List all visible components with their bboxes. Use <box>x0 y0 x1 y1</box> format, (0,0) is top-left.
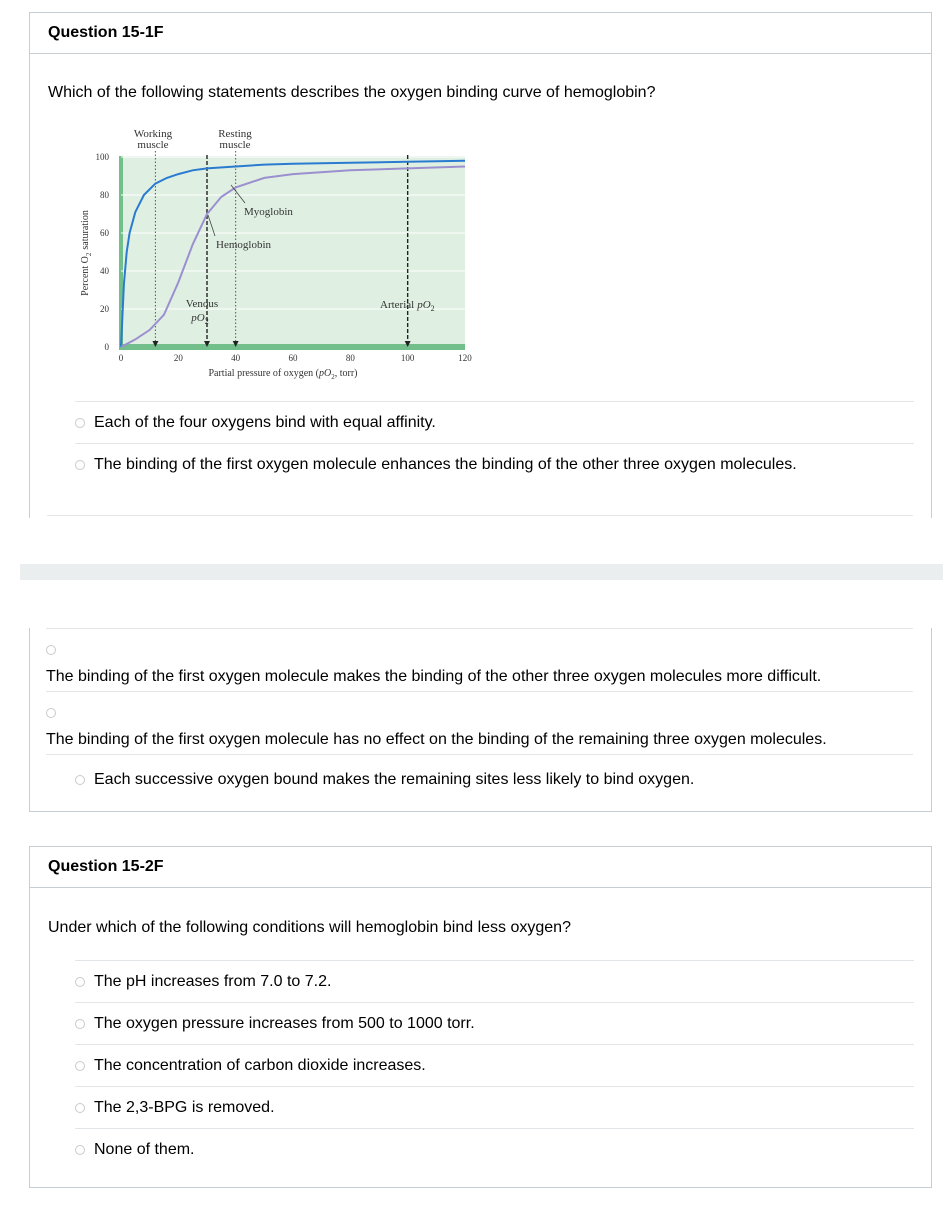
answer-option[interactable] <box>46 754 913 805</box>
y-axis-title: Percent $O_2saturation$ <box>80 210 93 296</box>
x-axis-title: Partial pressure of oxygen ($pO_2$, torr) <box>208 368 358 381</box>
answer-option[interactable] <box>75 401 914 443</box>
radio-button[interactable] <box>46 645 56 655</box>
question-title: Question 15-1F <box>30 13 931 54</box>
answer-text: The binding of the first oxygen molecule has no effect on the binding of the remaining three oxygen molecules. <box>46 731 827 748</box>
x-tick-label: 40 <box>231 353 241 363</box>
x-tick-label: 80 <box>345 353 355 363</box>
answer-text: None of them. <box>94 1140 195 1158</box>
x-tick-label: 100 <box>400 353 415 363</box>
radio-button[interactable] <box>75 460 85 470</box>
answer-text: The 2,3-BPG is removed. <box>94 1098 275 1116</box>
venous-label-1: Venous <box>185 298 219 310</box>
working-label-1: Working <box>133 128 173 140</box>
answer-list <box>75 401 914 485</box>
x-tick-label: 120 <box>458 353 472 363</box>
arterial-label: Arterial $pO_2$ <box>380 299 435 313</box>
y-tick-label: 20 <box>100 304 109 314</box>
resting-label-2: muscle <box>219 139 251 151</box>
radio-button[interactable] <box>75 775 85 785</box>
answer-option[interactable] <box>75 1044 914 1086</box>
plot-background <box>119 156 465 348</box>
answer-list <box>46 628 913 805</box>
radio-button[interactable] <box>75 1019 85 1029</box>
answer-option[interactable] <box>75 1086 914 1128</box>
radio-button[interactable] <box>75 1103 85 1113</box>
radio-button[interactable] <box>75 977 85 987</box>
answer-option[interactable] <box>46 628 913 691</box>
answer-text: The oxygen pressure increases from 500 to 1000 torr. <box>94 1014 475 1032</box>
x-tick-label: 0 <box>118 353 124 363</box>
oxygen-binding-chart <box>47 115 477 385</box>
x-axis-band <box>119 344 465 350</box>
radio-button[interactable] <box>75 1145 85 1155</box>
answer-text: The concentration of carbon dioxide increases. <box>94 1056 426 1074</box>
answer-option[interactable] <box>75 960 914 1002</box>
question-title: Question 15-2F <box>30 847 931 888</box>
question-card-15-1f <box>29 12 932 518</box>
answer-text: Each successive oxygen bound makes the remaining sites less likely to bind oxygen. <box>94 771 695 788</box>
radio-button[interactable] <box>75 1061 85 1071</box>
venous-label-2: $pO_2$ <box>191 312 209 326</box>
page-break-bar <box>20 564 943 580</box>
answer-text: Each of the four oxygens bind with equal affinity. <box>94 413 436 431</box>
divider <box>47 515 913 516</box>
question-prompt: Which of the following statements describes the oxygen binding curve of hemoglobin? <box>48 84 656 101</box>
question-prompt: Under which of the following conditions will hemoglobin bind less oxygen? <box>48 919 571 936</box>
radio-button[interactable] <box>46 708 56 718</box>
answer-text: The binding of the first oxygen molecule enhances the binding of the other three oxygen molecules. <box>94 455 797 473</box>
working-label-2: muscle <box>137 139 169 151</box>
x-tick-label: 60 <box>288 353 298 363</box>
answer-option[interactable] <box>46 691 913 754</box>
myoglobin-annotation: Myoglobin <box>244 206 293 218</box>
x-tick-label: 20 <box>173 353 183 363</box>
y-tick-label: 80 <box>100 190 109 200</box>
y-tick-label: 0 <box>104 342 109 352</box>
resting-label-1: Resting <box>218 128 252 140</box>
answer-text: The binding of the first oxygen molecule makes the binding of the other three oxygen molecules more difficult. <box>46 668 822 685</box>
question-card-15-1f-continued <box>29 628 932 812</box>
y-tick-label: 40 <box>100 266 109 276</box>
radio-button[interactable] <box>75 418 85 428</box>
question-card-15-2f <box>29 846 932 1188</box>
answer-text: The pH increases from 7.0 to 7.2. <box>94 972 332 990</box>
answer-option[interactable] <box>75 1128 914 1170</box>
answer-option[interactable] <box>75 1002 914 1044</box>
y-tick-label: 60 <box>100 228 109 238</box>
answer-option[interactable] <box>75 443 914 485</box>
hemoglobin-annotation: Hemoglobin <box>216 239 271 251</box>
answer-list <box>75 960 914 1170</box>
y-tick-label: 100 <box>95 152 109 162</box>
